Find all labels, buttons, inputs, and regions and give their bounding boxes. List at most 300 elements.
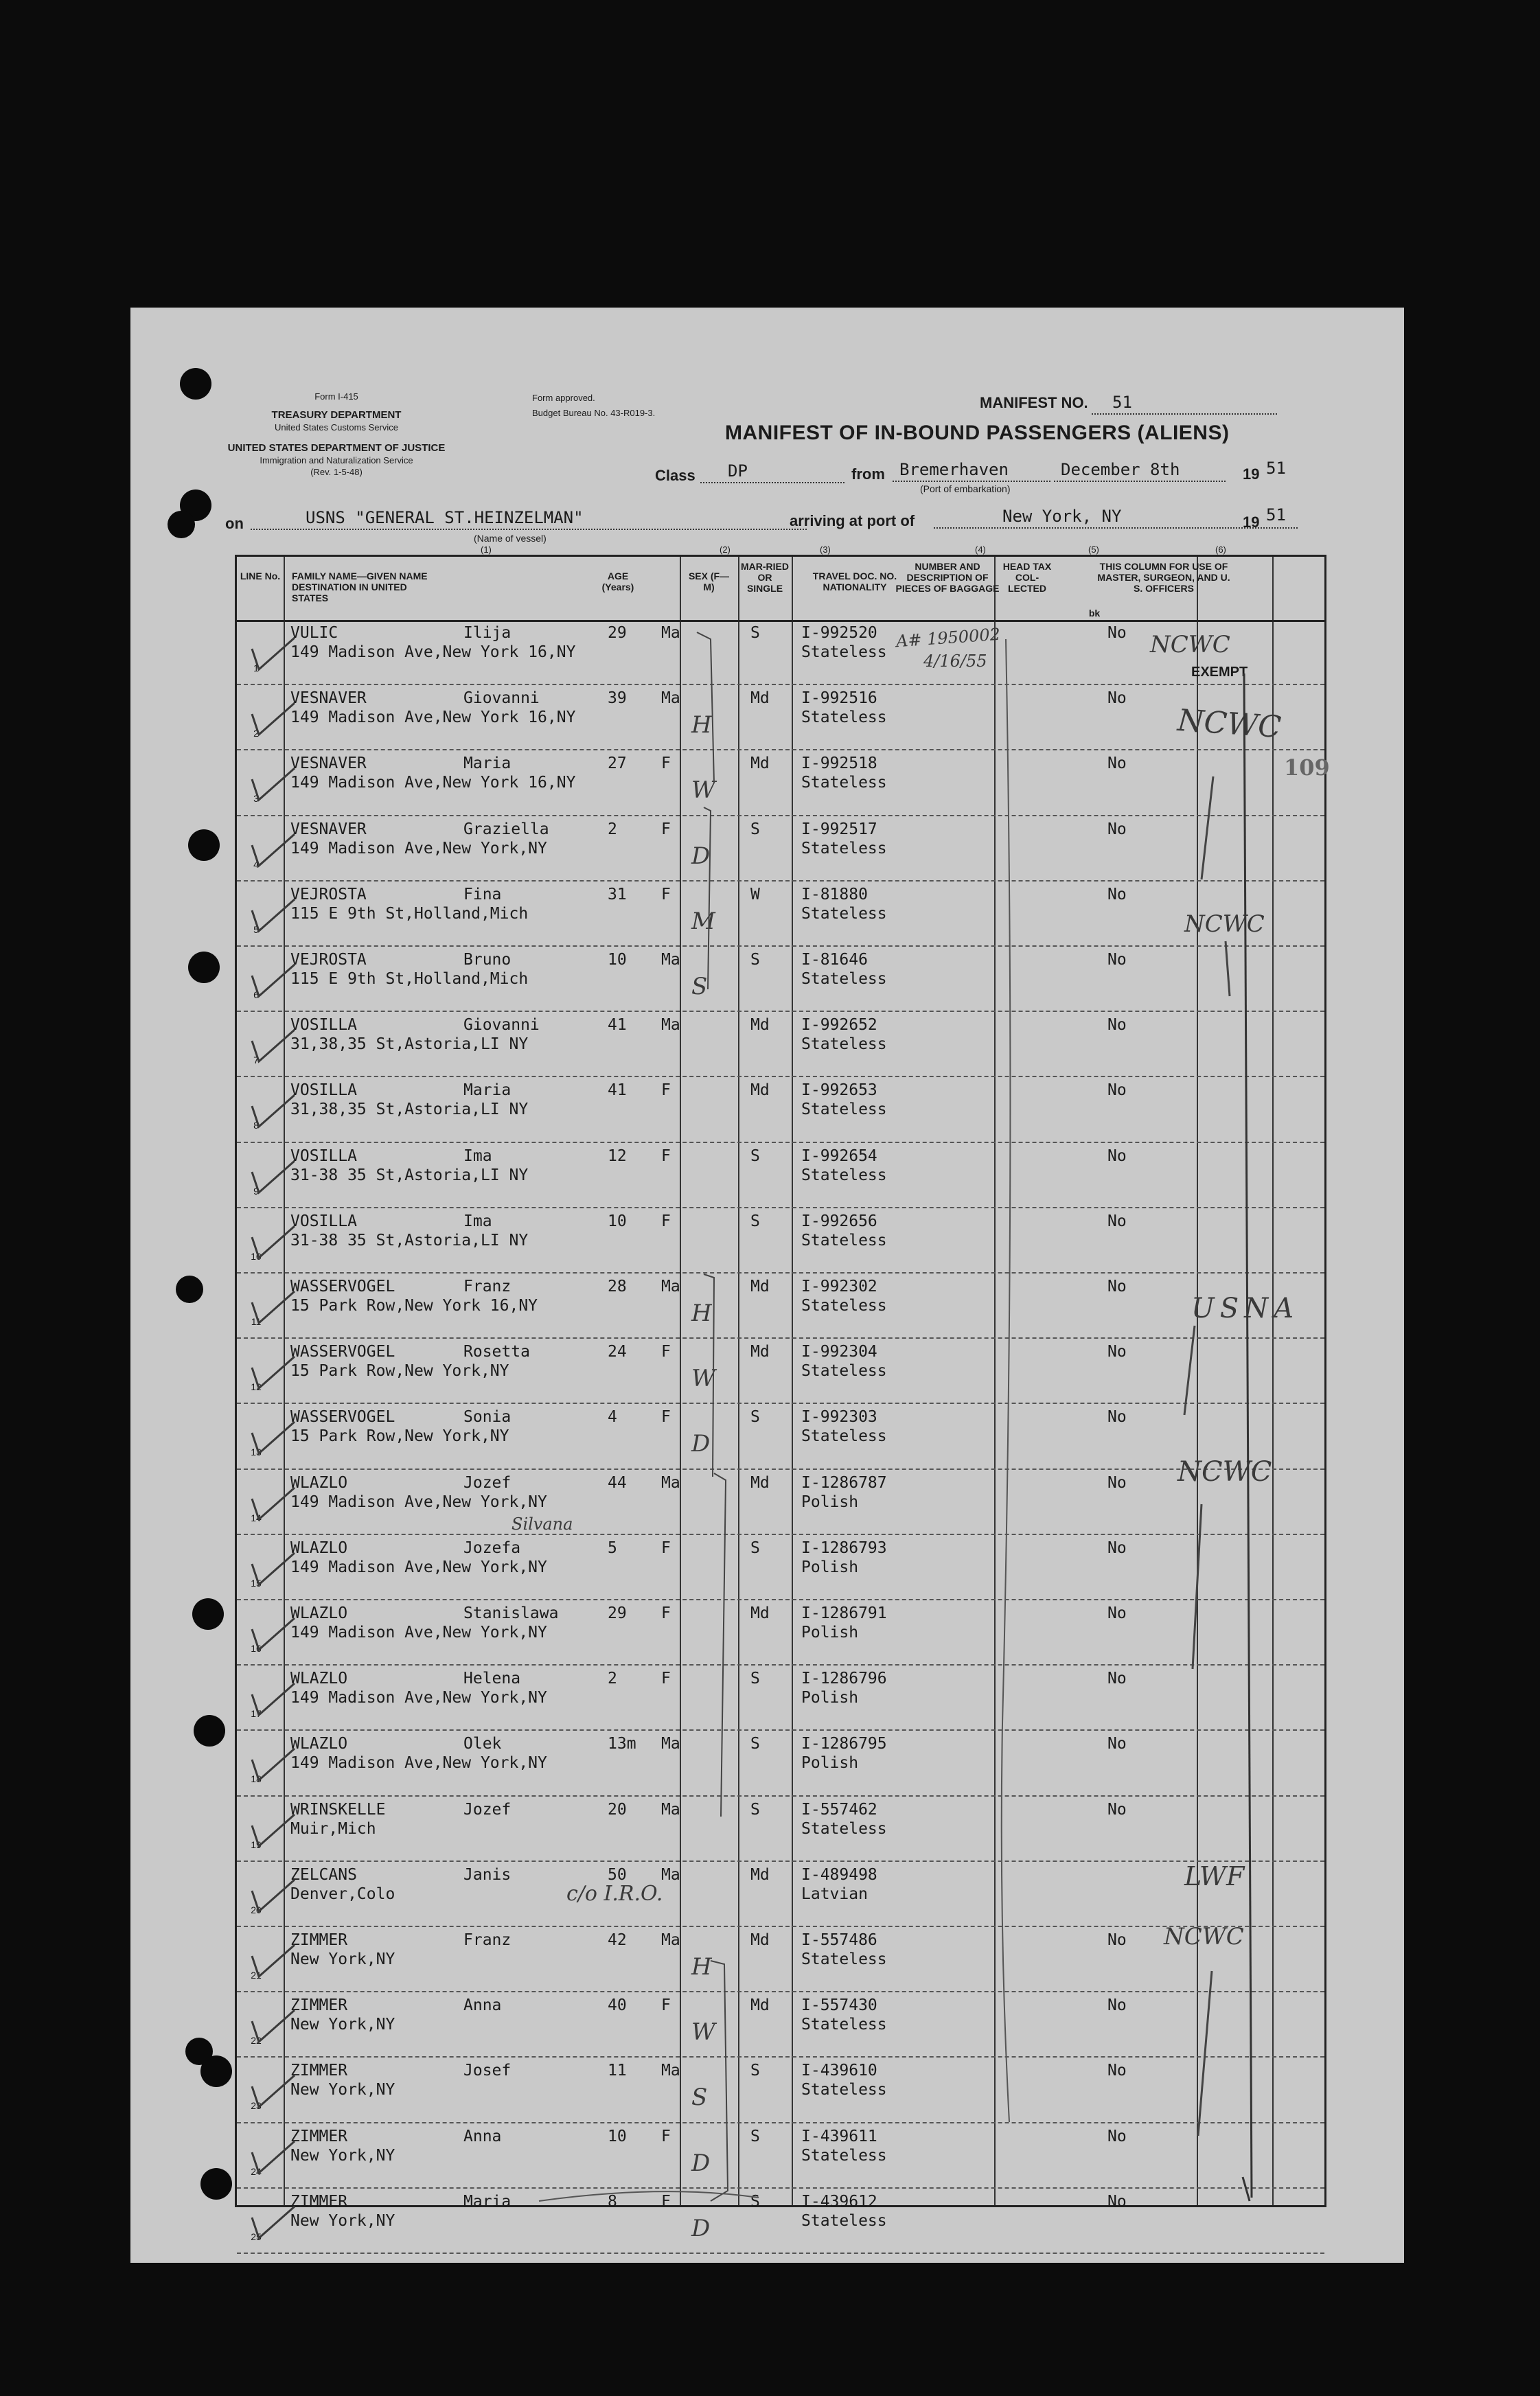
travel-doc-number: I-439610 [801, 2062, 877, 2080]
travel-doc-number: I-992652 [801, 1016, 877, 1035]
col-number-4: (4) [975, 544, 986, 555]
sex-handwritten-mark: D [691, 2149, 711, 2177]
age: 24 [608, 1343, 627, 1361]
header-line-no: LINE No. [240, 571, 281, 581]
head-tax: No [1107, 951, 1127, 969]
table-row [237, 816, 1324, 882]
family-name: ZIMMER [290, 2127, 348, 2145]
manifest-title: MANIFEST OF IN-BOUND PASSENGERS (ALIENS) [725, 422, 1230, 444]
marital-status: S [750, 1735, 760, 1753]
age: 5 [608, 1539, 617, 1557]
family-name: VOSILLA [290, 1147, 357, 1165]
header-sex: SEX (F—M) [688, 571, 730, 592]
sex: Ma [661, 1016, 680, 1035]
given-name: Stanislawa [463, 1604, 559, 1622]
marital-status: Md [750, 1081, 770, 1100]
family-name: VEJROSTA [290, 885, 367, 903]
destination: Muir,Mich [290, 1819, 376, 1838]
age: 39 [608, 689, 627, 708]
travel-doc-number: I-81880 [801, 885, 868, 903]
punch-hole [176, 1276, 203, 1303]
punch-hole [194, 1715, 225, 1747]
travel-doc-number: I-992304 [801, 1343, 877, 1361]
checkmark-icon [249, 1744, 297, 1786]
sex: Ma [661, 2062, 680, 2080]
nationality: Stateless [801, 1819, 887, 1838]
given-name: Sonia [463, 1408, 512, 1427]
given-name: Jozef [463, 1473, 512, 1492]
marital-status: Md [750, 689, 770, 708]
given-name: Janis [463, 1865, 512, 1884]
nationality: Stateless [801, 643, 887, 661]
checkmark-icon [249, 1222, 297, 1263]
vessel-name-field: USNS "GENERAL ST.HEINZELMAN" [251, 507, 807, 530]
sex-handwritten-mark: H [691, 1300, 712, 1327]
destination: New York,NY [290, 2146, 395, 2165]
marital-status: Md [750, 1473, 770, 1492]
travel-doc-number: I-557430 [801, 1996, 877, 2015]
sex: F [661, 1343, 671, 1361]
header-head-tax: HEAD TAX COL-LECTED [1002, 561, 1052, 594]
col-number-6: (6) [1215, 544, 1226, 555]
travel-doc-number: I-992516 [801, 689, 877, 708]
sex-handwritten-mark: D [691, 842, 711, 870]
given-name: Graziella [463, 820, 549, 838]
line-number: 23 [251, 2100, 262, 2112]
checkmark-icon [249, 2202, 297, 2244]
arrival-year-field: 51 [1266, 505, 1286, 525]
passenger-table [235, 555, 1330, 2242]
baggage-note: A# 1950002 [895, 624, 1001, 652]
header-officers-extra: bk [1088, 608, 1101, 619]
given-name: Anna [463, 2127, 502, 2145]
checkmark-icon [249, 1549, 297, 1590]
head-tax: No [1107, 1735, 1127, 1753]
on-label: on [225, 515, 244, 532]
head-tax: No [1107, 1212, 1127, 1230]
manifest-no-label: MANIFEST NO. [980, 394, 1088, 411]
header-name: FAMILY NAME—GIVEN NAME DESTINATION IN UNITED STATES [292, 571, 428, 603]
destination: New York,NY [290, 2081, 395, 2099]
header-age: AGE (Years) [601, 571, 634, 592]
head-tax: No [1107, 885, 1127, 903]
care-of-note: c/o I.R.O. [566, 1882, 663, 1906]
sex: F [661, 1996, 671, 2015]
head-tax: No [1107, 1081, 1127, 1100]
checkmark-icon [249, 699, 297, 740]
checkmark-icon [249, 1614, 297, 1655]
sex: F [661, 1408, 671, 1427]
line-number: 21 [251, 1970, 262, 1981]
age: 27 [608, 754, 627, 773]
head-tax: No [1107, 1343, 1127, 1361]
punch-hole [200, 2055, 232, 2087]
travel-doc-number: I-1286791 [801, 1604, 887, 1622]
sex: Ma [661, 951, 680, 969]
department-of-justice: UNITED STATES DEPARTMENT OF JUSTICE [227, 442, 446, 454]
line-number: 19 [251, 1839, 262, 1850]
marital-status: S [750, 2192, 760, 2211]
vessel-name-caption: (Name of vessel) [474, 533, 547, 544]
ncwc-note: NCWC [1184, 910, 1265, 938]
family-name: WASSERVOGEL [290, 1408, 395, 1427]
table-row [237, 1666, 1324, 1731]
travel-doc-number: I-1286796 [801, 1670, 887, 1688]
manifest-page [130, 308, 1404, 2263]
table-row [237, 2058, 1324, 2123]
checkmark-icon [249, 1352, 297, 1394]
treasury-department: TREASURY DEPARTMENT [271, 409, 402, 421]
checkmark-icon [249, 960, 297, 1002]
family-name: WLAZLO [290, 1735, 348, 1753]
age: 50 [608, 1865, 627, 1884]
nationality: Polish [801, 1689, 859, 1707]
table-row [237, 947, 1324, 1012]
line-number: 13 [251, 1447, 262, 1458]
table-row [237, 685, 1324, 750]
exempt-stamp: EXEMPT [1191, 665, 1248, 680]
ncwc-note: NCWC [1150, 631, 1230, 658]
given-name: Ima [463, 1212, 492, 1230]
family-name: VESNAVER [290, 754, 367, 773]
destination: 115 E 9th St,Holland,Mich [290, 904, 529, 923]
checkmark-icon [249, 2137, 297, 2178]
head-tax: No [1107, 1800, 1127, 1819]
given-name: Anna [463, 1996, 502, 2015]
destination: 15 Park Row,New York 16,NY [290, 1297, 538, 1315]
punch-hole [168, 511, 195, 538]
checkmark-icon [249, 1679, 297, 1720]
family-name: ZIMMER [290, 1996, 348, 2015]
punch-hole [200, 2168, 232, 2200]
destination: 149 Madison Ave,New York,NY [290, 1754, 547, 1773]
checkmark-icon [249, 895, 297, 936]
table-row [237, 1600, 1324, 1666]
travel-doc-number: I-992654 [801, 1147, 877, 1165]
table-row [237, 2189, 1324, 2254]
given-name: Maria [463, 754, 512, 773]
marital-status: S [750, 2062, 760, 2080]
nationality: Stateless [801, 1035, 887, 1054]
sex: Ma [661, 624, 680, 642]
marital-status: Md [750, 1604, 770, 1622]
age: 31 [608, 885, 627, 903]
marital-status: Md [750, 1931, 770, 1949]
nationality: Stateless [801, 2016, 887, 2034]
age: 4 [608, 1408, 617, 1427]
family-name: WASSERVOGEL [290, 1343, 395, 1361]
given-name: Jozefa [463, 1539, 521, 1557]
lwf-note: LWF [1184, 1861, 1245, 1891]
checkmark-icon [249, 2006, 297, 2047]
marital-status: S [750, 1800, 760, 1819]
given-name: Giovanni [463, 689, 540, 708]
given-name: Franz [463, 1931, 512, 1949]
sex-handwritten-mark: W [691, 776, 715, 805]
table-row [237, 750, 1324, 816]
punch-hole [192, 1598, 224, 1630]
family-name: VULIC [290, 624, 338, 642]
travel-doc-number: I-992303 [801, 1408, 877, 1427]
travel-doc-number: I-1286793 [801, 1539, 887, 1557]
line-number: 24 [251, 2165, 262, 2177]
sex-handwritten-mark: H [691, 1953, 712, 1981]
manifest-no-field: 51 [1092, 391, 1277, 415]
sex: F [661, 754, 671, 773]
marital-status: S [750, 1539, 760, 1557]
year-prefix: 19 [1243, 465, 1260, 483]
sex: F [661, 1539, 671, 1557]
age: 40 [608, 1996, 627, 2015]
family-name: WLAZLO [290, 1670, 348, 1688]
nationality: Stateless [801, 1362, 887, 1381]
col-number-3: (3) [820, 544, 831, 555]
family-name: WRINSKELLE [290, 1800, 386, 1819]
travel-doc-number: I-992518 [801, 754, 877, 773]
table-row [237, 1992, 1324, 2058]
family-name: ZIMMER [290, 1931, 348, 1949]
table-row [237, 882, 1324, 947]
sex: F [661, 1212, 671, 1230]
line-number: 5 [253, 923, 259, 935]
usna-note: USNA [1191, 1293, 1299, 1324]
marital-status: S [750, 1147, 760, 1165]
nationality: Polish [801, 1558, 859, 1576]
marital-status: Md [750, 1343, 770, 1361]
given-name: Olek [463, 1735, 502, 1753]
marital-status: Md [750, 1865, 770, 1884]
line-number: 15 [251, 1577, 262, 1589]
travel-doc-number: I-1286787 [801, 1473, 887, 1492]
sex: F [661, 2127, 671, 2145]
immigration-service: Immigration and Naturalization Service [260, 455, 413, 465]
head-tax: No [1107, 820, 1127, 838]
head-tax: No [1107, 1473, 1127, 1492]
checkmark-icon [249, 1026, 297, 1067]
age: 41 [608, 1016, 627, 1035]
nationality: Stateless [801, 970, 887, 988]
destination: 31-38 35 St,Astoria,LI NY [290, 1231, 529, 1249]
given-name: Josef [463, 2062, 512, 2080]
sex: Ma [661, 1800, 680, 1819]
arriving-label: arriving at port of [790, 512, 915, 529]
destination: 115 E 9th St,Holland,Mich [290, 970, 529, 988]
table-row [237, 1339, 1324, 1404]
family-name: WASSERVOGEL [290, 1278, 395, 1295]
marital-status: S [750, 1408, 760, 1427]
line-number: 9 [253, 1185, 259, 1197]
travel-doc-number: I-439611 [801, 2127, 877, 2145]
family-name: VOSILLA [290, 1212, 357, 1230]
age: 29 [608, 1604, 627, 1622]
head-tax: No [1107, 2062, 1127, 2080]
marital-status: S [750, 624, 760, 642]
sex: F [661, 2192, 671, 2211]
head-tax: No [1107, 2127, 1127, 2145]
line-number: 25 [251, 2231, 262, 2242]
header-officers: THIS COLUMN FOR USE OF MASTER, SURGEON, AND U. S. OFFICERS [1097, 561, 1230, 594]
line-number: 14 [251, 1512, 262, 1523]
age: 10 [608, 2127, 627, 2145]
marital-status: S [750, 951, 760, 969]
age: 13m [608, 1735, 636, 1753]
age: 29 [608, 624, 627, 642]
destination: 149 Madison Ave,New York,NY [290, 839, 547, 857]
family-name: VEJROSTA [290, 951, 367, 969]
table-header [237, 557, 1324, 622]
family-name: VOSILLA [290, 1081, 357, 1100]
table-row [237, 1143, 1324, 1208]
sex: Ma [661, 1865, 680, 1884]
family-name: ZIMMER [290, 2192, 348, 2211]
checkmark-icon [249, 764, 297, 805]
checkmark-icon [249, 1418, 297, 1459]
family-name: VOSILLA [290, 1016, 357, 1035]
destination: 149 Madison Ave,New York 16,NY [290, 643, 576, 661]
destination: 149 Madison Ave,New York,NY [290, 1624, 547, 1642]
travel-doc-number: I-557486 [801, 1931, 877, 1949]
head-tax: No [1107, 689, 1127, 708]
head-tax: No [1107, 1016, 1127, 1035]
given-name: Fina [463, 885, 502, 903]
departure-year-field: 51 [1266, 459, 1286, 478]
port-embarkation-caption: (Port of embarkation) [920, 483, 1011, 494]
nationality: Stateless [801, 2211, 887, 2230]
sex-handwritten-mark: W [691, 2018, 715, 2047]
marital-status: Md [750, 1996, 770, 2015]
sex-handwritten-mark: S [691, 2084, 708, 2112]
line-number: 11 [251, 1316, 262, 1327]
checkmark-icon [249, 1091, 297, 1132]
nationality: Stateless [801, 1950, 887, 1968]
ncwc-note: NCWC [1176, 702, 1283, 746]
line-number: 10 [251, 1250, 262, 1262]
given-name: Rosetta [463, 1343, 530, 1361]
given-name: Ilija [463, 624, 512, 642]
line-number: 8 [253, 1120, 259, 1131]
col-number-1: (1) [481, 544, 492, 555]
travel-doc-number: I-992656 [801, 1212, 877, 1230]
destination: 149 Madison Ave,New York 16,NY [290, 774, 576, 792]
destination: 149 Madison Ave,New York,NY [290, 1558, 547, 1576]
line-number: 12 [251, 1381, 262, 1393]
header-married: MAR-RIED OR SINGLE [741, 561, 789, 594]
checkmark-icon [249, 1941, 297, 1982]
line-number: 22 [251, 2035, 262, 2047]
destination: 15 Park Row,New York,NY [290, 1362, 509, 1381]
age: 8 [608, 2192, 617, 2211]
silvana-note: Silvana [512, 1514, 573, 1534]
nationality: Stateless [801, 1427, 887, 1446]
table-row [237, 1535, 1324, 1600]
line-number: 3 [253, 793, 259, 805]
family-name: VESNAVER [290, 820, 367, 838]
age: 28 [608, 1278, 627, 1295]
head-tax: No [1107, 1931, 1127, 1949]
checkmark-icon [249, 2071, 297, 2112]
age: 2 [608, 820, 617, 838]
table-row [237, 2123, 1324, 2189]
table-row [237, 1470, 1324, 1535]
marital-status: Md [750, 754, 770, 773]
nationality: Stateless [801, 1101, 887, 1119]
travel-doc-number: I-439612 [801, 2192, 877, 2211]
departure-date-field: December 8th [1054, 459, 1226, 482]
travel-doc-number: I-1286795 [801, 1735, 887, 1753]
header-baggage: NUMBER AND DESCRIPTION OF PIECES OF BAGGAGE [895, 561, 1000, 594]
nationality: Stateless [801, 2146, 887, 2165]
sex: Ma [661, 1473, 680, 1492]
family-name: ZELCANS [290, 1865, 357, 1884]
page-stamp-109: 109 [1284, 754, 1330, 781]
line-number: 18 [251, 1773, 262, 1785]
sex: Ma [661, 1931, 680, 1949]
sex: F [661, 1147, 671, 1165]
given-name: Bruno [463, 951, 512, 969]
head-tax: No [1107, 1408, 1127, 1427]
age: 20 [608, 1800, 627, 1819]
table-row [237, 1274, 1324, 1339]
marital-status: W [750, 885, 760, 903]
col-number-2: (2) [720, 544, 731, 555]
destination: 31-38 35 St,Astoria,LI NY [290, 1166, 529, 1184]
sex: F [661, 1081, 671, 1100]
given-name: Jozef [463, 1800, 512, 1819]
given-name: Franz [463, 1278, 512, 1295]
marital-status: S [750, 1212, 760, 1230]
table-row [237, 1404, 1324, 1469]
budget-bureau: Budget Bureau No. 43-R019-3. [532, 408, 656, 418]
travel-doc-number: I-557462 [801, 1800, 877, 1819]
marital-status: Md [750, 1278, 770, 1295]
table-row [237, 1208, 1324, 1274]
age: 44 [608, 1473, 627, 1492]
table-row [237, 1927, 1324, 1992]
baggage-note-date: 4/16/55 [923, 652, 987, 671]
checkmark-icon [249, 1876, 297, 1917]
nationality: Stateless [801, 1297, 887, 1315]
family-name: ZIMMER [290, 2062, 348, 2080]
sex-handwritten-mark: W [691, 1365, 715, 1393]
table-row [237, 1012, 1324, 1077]
given-name: Ima [463, 1147, 492, 1165]
given-name: Giovanni [463, 1016, 540, 1035]
ncwc-note: NCWC [1164, 1923, 1244, 1950]
given-name: Maria [463, 2192, 512, 2211]
arrival-year-prefix: 19 [1243, 514, 1260, 531]
family-name: WLAZLO [290, 1604, 348, 1622]
age: 10 [608, 951, 627, 969]
sex: F [661, 820, 671, 838]
destination: 149 Madison Ave,New York,NY [290, 1689, 547, 1707]
destination: 149 Madison Ave,New York,NY [290, 1493, 547, 1511]
from-label: from [851, 465, 885, 483]
marital-status: Md [750, 1016, 770, 1035]
punch-hole [188, 829, 220, 861]
age: 2 [608, 1670, 617, 1688]
line-number: 2 [253, 728, 259, 739]
ncwc-note: NCWC [1177, 1456, 1272, 1488]
checkmark-icon [249, 830, 297, 871]
sex: F [661, 885, 671, 903]
travel-doc-number: I-992653 [801, 1081, 877, 1100]
line-number: 20 [251, 1904, 262, 1915]
head-tax: No [1107, 754, 1127, 773]
class-field: DP [700, 460, 844, 483]
nationality: Stateless [801, 774, 887, 792]
head-tax: No [1107, 1604, 1127, 1622]
family-name: VESNAVER [290, 689, 367, 708]
